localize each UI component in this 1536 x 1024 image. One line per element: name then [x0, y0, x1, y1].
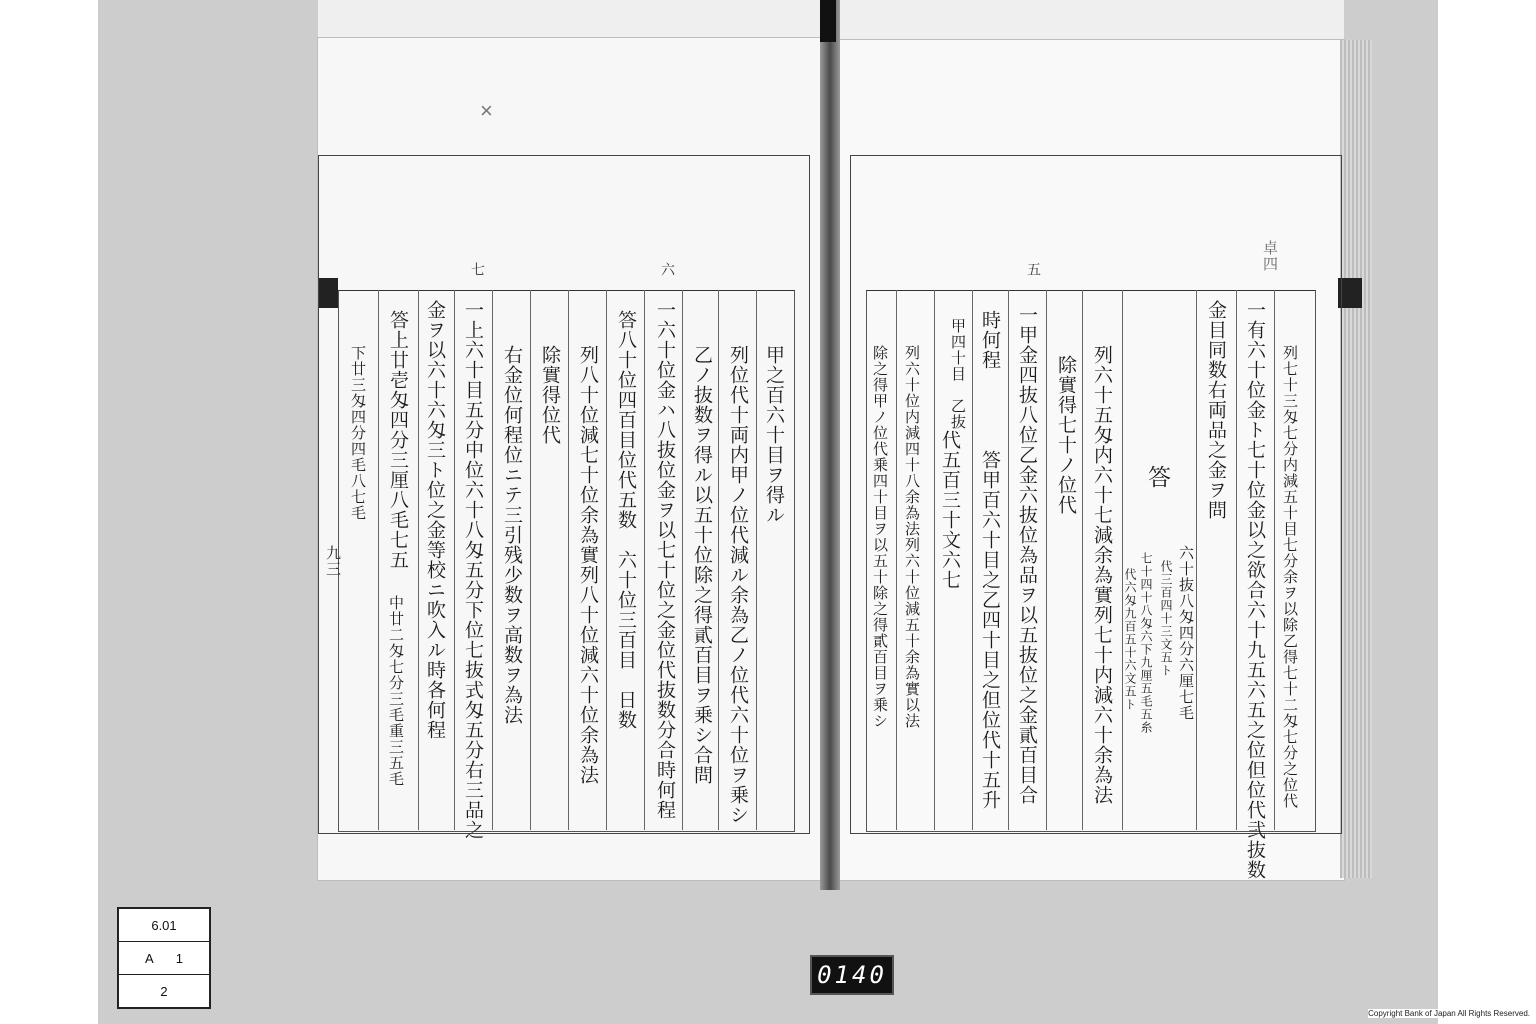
column-rule: [644, 290, 645, 830]
text-column: 答: [1144, 465, 1170, 489]
text-column: 金目同数右両品之金ヲ問: [1205, 300, 1227, 520]
column-rule: [1046, 290, 1047, 830]
text-column: 代三百四十三文五ト: [1159, 560, 1173, 677]
text-column: 代五百三十文六七: [939, 430, 961, 590]
text-column: 右金位何程位ニテ三引残少数ヲ高数ヲ為法: [501, 345, 523, 725]
column-rule: [454, 290, 455, 830]
problem-number-5: 五: [1025, 262, 1041, 277]
right-page-top-flap: [836, 0, 1344, 42]
text-column: 列七十三匁七分内減五十目七分余ヲ以除乙得七十二匁七分之位代: [1281, 345, 1299, 809]
column-rule: [568, 290, 569, 830]
right-margin: [1438, 0, 1536, 1024]
problem-number-6: 六: [659, 262, 675, 277]
text-column: 除實得位代: [539, 345, 561, 445]
column-rule: [1082, 290, 1083, 830]
archive-label-row: 6.01: [119, 909, 209, 942]
column-rule: [492, 290, 493, 830]
column-rule: [972, 290, 973, 830]
text-column: 金ヲ以六十六匁三ト位之金等校ニ吹入ル時各何程: [424, 300, 446, 740]
text-column: 列位代十両内甲ノ位代減ル余為乙ノ位代六十位ヲ乗シ: [727, 345, 749, 825]
text-column: 列六十五匁内六十七減余為實列七十内減六十余為法: [1091, 345, 1113, 805]
frame-number: 0140: [810, 955, 894, 995]
text-column: 乙ノ抜数ヲ得ル以五十位除之得貳百目ヲ乗シ合問: [691, 345, 713, 785]
archive-label-cell: A: [145, 950, 154, 966]
column-rule: [682, 290, 683, 830]
text-column: 答上廿壱匁四分三厘八毛七五: [387, 310, 409, 570]
text-column: 六十抜八匁四分六厘七毛: [1177, 545, 1195, 721]
column-rule: [718, 290, 719, 830]
archive-label-cell: 1: [175, 950, 183, 966]
text-column: 一六十位金ハ八抜位金ヲ以七十位之金位代抜数分合時何程: [654, 300, 676, 820]
column-rule: [1196, 290, 1197, 830]
text-column: 下廿三匁四分四毛八七毛: [349, 345, 367, 521]
column-rule: [756, 290, 757, 830]
text-column: 甲之百六十目ヲ得ル: [763, 345, 785, 525]
column-rule: [378, 290, 379, 830]
column-rule: [896, 290, 897, 830]
text-column: 除實得七十ノ位代: [1055, 355, 1077, 515]
copyright-notice: Copyright Bank of Japan All Rights Reserved.: [1368, 1009, 1530, 1018]
column-rule: [606, 290, 607, 830]
text-column: 中廿二匁七分三毛重三五毛: [387, 595, 405, 787]
text-column: 除之得甲ノ位代乗四十目ヲ以五十除之得貳百目ヲ乗シ: [871, 345, 889, 729]
column-rule: [418, 290, 419, 830]
book-gutter: [820, 0, 840, 890]
page-edges: [1340, 40, 1372, 878]
column-rule: [530, 290, 531, 830]
text-column: 答八十位四百目位代五数 六十位三百目 日数: [615, 310, 637, 730]
text-column: 一甲金四抜八位乙金六抜位為品ヲ以五抜位之金貳百目合: [1016, 305, 1038, 805]
text-column: 甲四十目 乙抜: [949, 318, 967, 430]
text-column: 列六十位内減四十八余為法列六十位減五十余為實以法: [903, 345, 921, 729]
text-column: 答甲百六十目之乙四十目之但位代十五升: [979, 450, 1001, 810]
column-rule: [934, 290, 935, 830]
column-rule: [1274, 290, 1275, 830]
column-rule: [1008, 290, 1009, 830]
column-rule: [1122, 290, 1123, 830]
text-column: 一上六十目五分中位六十八匁五分下位七抜式匁五分右三品之: [462, 300, 484, 840]
pencil-mark: ×: [480, 98, 493, 123]
margin-note: 卓四: [1261, 240, 1279, 272]
archive-label-row: 2: [160, 983, 168, 999]
column-rule: [1236, 290, 1237, 830]
problem-number-7: 七: [469, 262, 485, 277]
text-column: 一有六十位金ト七十位金以之欲合六十九五六五之位但位代弐抜数: [1244, 300, 1266, 880]
text-column: 七十四十八匁六下九厘五毛五糸: [1139, 552, 1153, 734]
page-number: 九三: [324, 545, 342, 577]
gutter-binding: [820, 0, 836, 42]
text-column: 列八十位減七十位余為實列八十位減六十位余為法: [577, 345, 599, 785]
text-column: 時何程: [979, 310, 1001, 370]
text-column: 代六匁九百五十六文五ト: [1123, 568, 1137, 711]
archive-label-row: [119, 942, 209, 975]
left-page-top-flap: [318, 0, 824, 40]
archive-label: [117, 907, 211, 1009]
